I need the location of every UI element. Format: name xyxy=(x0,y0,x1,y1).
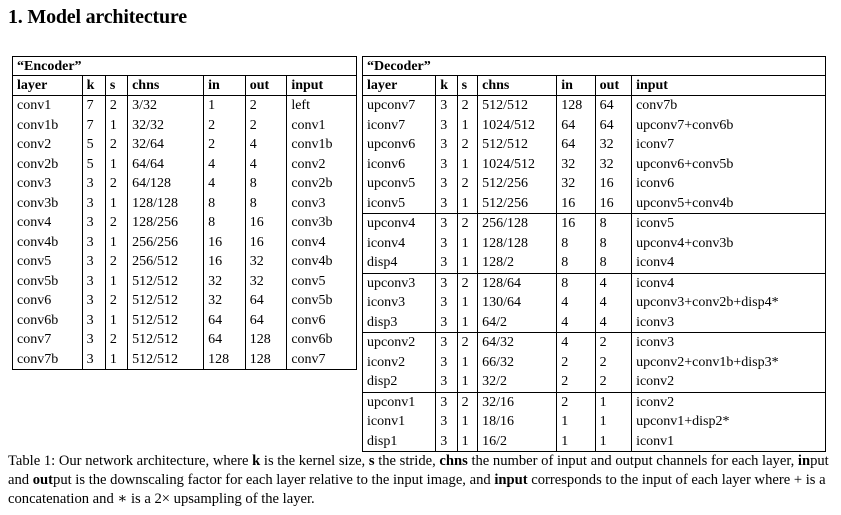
table-cell: 1 xyxy=(457,313,477,333)
table-cell: 1 xyxy=(595,412,631,432)
table-cell: 2 xyxy=(457,333,477,353)
table-cell: iconv5 xyxy=(632,214,826,234)
caption-keyword: k xyxy=(252,453,261,469)
table-cell: 32/2 xyxy=(478,372,557,392)
table-cell: 4 xyxy=(595,313,631,333)
table-cell: 128/64 xyxy=(478,273,557,293)
table-cell: 3 xyxy=(436,412,457,432)
table-cell: 2 xyxy=(105,213,127,233)
table-cell: upconv6 xyxy=(363,135,436,155)
column-header: out xyxy=(245,76,287,96)
decoder-table xyxy=(362,56,826,452)
table-cell: 3 xyxy=(82,174,105,194)
table-cell: disp4 xyxy=(363,253,436,273)
column-header: out xyxy=(595,76,631,96)
table-row xyxy=(363,214,826,234)
table-cell: 3 xyxy=(436,333,457,353)
table-cell: disp1 xyxy=(363,432,436,452)
table-cell: 512/512 xyxy=(128,291,204,311)
table-row xyxy=(363,392,826,412)
table-cell: 1 xyxy=(457,116,477,136)
table-row xyxy=(363,333,826,353)
table-cell: 512/256 xyxy=(478,194,557,214)
table-row xyxy=(13,155,357,175)
table-cell: 8 xyxy=(557,273,595,293)
section-title: 1. Model architecture xyxy=(8,6,187,28)
table-cell: 1 xyxy=(204,96,246,116)
encoder-body xyxy=(13,96,357,370)
table-cell: 512/512 xyxy=(128,330,204,350)
table-cell: 1 xyxy=(457,372,477,392)
table-cell: conv6b xyxy=(13,311,83,331)
table-cell: 128/128 xyxy=(128,194,204,214)
caption-text: corresponds to the input of each layer where + is a concatenation and ∗ is a 2× upsampling of the layer. xyxy=(8,472,826,507)
table-row xyxy=(13,174,357,194)
table-cell: 2 xyxy=(457,214,477,234)
table-cell: upconv2 xyxy=(363,333,436,353)
table-cell: upconv6+conv5b xyxy=(632,155,826,175)
table-cell: 3 xyxy=(436,432,457,452)
table-caption xyxy=(8,452,834,509)
table-cell: 16 xyxy=(204,233,246,253)
table-cell: 3 xyxy=(436,96,457,116)
table-cell: 3 xyxy=(436,194,457,214)
table-cell: 8 xyxy=(204,194,246,214)
table-cell: 1 xyxy=(457,194,477,214)
table-cell: 3 xyxy=(436,135,457,155)
table-cell: iconv4 xyxy=(632,253,826,273)
table-cell: upconv2+conv1b+disp3* xyxy=(632,353,826,373)
table-cell: 16 xyxy=(557,194,595,214)
table-cell: 4 xyxy=(245,135,287,155)
table-row xyxy=(363,313,826,333)
table-cell: 3 xyxy=(436,392,457,412)
table-cell: 128 xyxy=(204,350,246,370)
table-cell: iconv6 xyxy=(632,174,826,194)
table-row xyxy=(13,135,357,155)
table-cell: 4 xyxy=(595,273,631,293)
table-cell: 32/32 xyxy=(128,116,204,136)
table-cell: 2 xyxy=(105,291,127,311)
table-cell: 8 xyxy=(595,214,631,234)
table-cell: conv6 xyxy=(13,291,83,311)
caption-text: Table 1: Our network architecture, where xyxy=(8,453,253,469)
table-row xyxy=(363,273,826,293)
table-cell: 128 xyxy=(557,96,595,116)
table-cell: 3 xyxy=(436,313,457,333)
column-header: layer xyxy=(13,76,83,96)
table-cell: 2 xyxy=(457,273,477,293)
caption-keyword: chns xyxy=(439,453,468,469)
table-cell: 2 xyxy=(595,372,631,392)
table-cell: upconv7+conv6b xyxy=(632,116,826,136)
table-cell: conv5 xyxy=(287,272,357,292)
table-cell: 32 xyxy=(557,174,595,194)
table-cell: upconv1 xyxy=(363,392,436,412)
table-cell: 1 xyxy=(105,233,127,253)
table-cell: 1 xyxy=(457,253,477,273)
table-cell: 512/512 xyxy=(478,96,557,116)
table-cell: 8 xyxy=(245,194,287,214)
caption-text: the number of input and output channels for each layer, xyxy=(467,453,798,469)
table-cell: 64 xyxy=(595,96,631,116)
table-cell: 8 xyxy=(204,213,246,233)
table-cell: conv4 xyxy=(287,233,357,253)
table-cell: 512/512 xyxy=(478,135,557,155)
table-cell: 2 xyxy=(245,96,287,116)
table-cell: 32 xyxy=(245,252,287,272)
table-cell: 64/2 xyxy=(478,313,557,333)
table-cell: conv3 xyxy=(287,194,357,214)
column-header: s xyxy=(457,76,477,96)
table-cell: 2 xyxy=(595,333,631,353)
table-cell: 3 xyxy=(436,234,457,254)
table-cell: 4 xyxy=(557,293,595,313)
table-cell: upconv3+conv2b+disp4* xyxy=(632,293,826,313)
table-cell: iconv7 xyxy=(363,116,436,136)
table-cell: 1 xyxy=(457,353,477,373)
table-cell: 2 xyxy=(557,392,595,412)
table-cell: 16 xyxy=(204,252,246,272)
table-cell: 64 xyxy=(595,116,631,136)
table-cell: 1 xyxy=(105,311,127,331)
table-cell: 3 xyxy=(436,214,457,234)
table-cell: 3 xyxy=(436,273,457,293)
table-cell: 2 xyxy=(204,135,246,155)
column-header: s xyxy=(105,76,127,96)
table-cell: conv4b xyxy=(287,252,357,272)
table-cell: 1 xyxy=(105,272,127,292)
table-cell: conv7b xyxy=(632,96,826,116)
table-cell: 3 xyxy=(82,291,105,311)
table-cell: iconv2 xyxy=(632,372,826,392)
table-row xyxy=(363,155,826,175)
table-cell: 1 xyxy=(595,432,631,452)
decoder-body xyxy=(363,96,826,452)
table-cell: conv4 xyxy=(13,213,83,233)
table-cell: 128/256 xyxy=(128,213,204,233)
table-cell: 3 xyxy=(436,293,457,313)
table-cell: conv7 xyxy=(287,350,357,370)
table-cell: 3 xyxy=(82,311,105,331)
table-cell: 8 xyxy=(245,174,287,194)
caption-text: put and xyxy=(8,453,829,488)
table-cell: 3 xyxy=(82,330,105,350)
table-cell: 2 xyxy=(105,330,127,350)
table-row xyxy=(13,291,357,311)
table-row xyxy=(13,233,357,253)
table-cell: iconv2 xyxy=(363,353,436,373)
table-cell: iconv7 xyxy=(632,135,826,155)
table-cell: conv1b xyxy=(287,135,357,155)
table-cell: 32 xyxy=(204,291,246,311)
column-header: input xyxy=(287,76,357,96)
table-cell: 1 xyxy=(105,116,127,136)
table-cell: 2 xyxy=(105,96,127,116)
table-cell: 64 xyxy=(557,116,595,136)
table-cell: conv6 xyxy=(287,311,357,331)
table-cell: disp3 xyxy=(363,313,436,333)
table-cell: conv1 xyxy=(13,96,83,116)
table-cell: 8 xyxy=(595,253,631,273)
table-cell: 256/256 xyxy=(128,233,204,253)
table-cell: upconv1+disp2* xyxy=(632,412,826,432)
table-cell: iconv5 xyxy=(363,194,436,214)
table-cell: 66/32 xyxy=(478,353,557,373)
table-cell: 16/2 xyxy=(478,432,557,452)
encoder-title: “Encoder” xyxy=(13,57,357,76)
table-cell: conv5b xyxy=(13,272,83,292)
table-cell: 4 xyxy=(557,333,595,353)
table-cell: 16 xyxy=(595,174,631,194)
table-cell: 1 xyxy=(105,350,127,370)
table-cell: 32 xyxy=(595,155,631,175)
column-header: in xyxy=(557,76,595,96)
table-cell: 3/32 xyxy=(128,96,204,116)
table-cell: 3 xyxy=(82,213,105,233)
table-row xyxy=(363,135,826,155)
table-row xyxy=(13,330,357,350)
table-cell: iconv3 xyxy=(632,333,826,353)
table-cell: 3 xyxy=(436,372,457,392)
table-cell: 5 xyxy=(82,155,105,175)
table-cell: 2 xyxy=(105,174,127,194)
table-cell: 512/512 xyxy=(128,350,204,370)
table-cell: conv3b xyxy=(13,194,83,214)
table-cell: iconv4 xyxy=(632,273,826,293)
table-row xyxy=(363,293,826,313)
table-cell: 4 xyxy=(595,293,631,313)
table-row xyxy=(363,116,826,136)
table-cell: conv4b xyxy=(13,233,83,253)
table-row xyxy=(13,213,357,233)
table-cell: 64 xyxy=(557,135,595,155)
table-cell: 4 xyxy=(245,155,287,175)
table-cell: 1024/512 xyxy=(478,116,557,136)
table-cell: 128 xyxy=(245,330,287,350)
table-cell: 3 xyxy=(82,233,105,253)
table-cell: 256/512 xyxy=(128,252,204,272)
table-cell: 3 xyxy=(436,155,457,175)
table-row xyxy=(13,311,357,331)
table-cell: conv7b xyxy=(13,350,83,370)
table-cell: 1 xyxy=(105,155,127,175)
column-header: in xyxy=(204,76,246,96)
table-row xyxy=(13,272,357,292)
table-cell: conv2 xyxy=(287,155,357,175)
table-row xyxy=(363,432,826,452)
table-cell: 1 xyxy=(105,194,127,214)
table-cell: iconv3 xyxy=(363,293,436,313)
table-cell: 8 xyxy=(557,253,595,273)
column-header: k xyxy=(82,76,105,96)
table-cell: 2 xyxy=(105,135,127,155)
table-cell: 2 xyxy=(457,392,477,412)
table-cell: 3 xyxy=(82,194,105,214)
table-cell: 130/64 xyxy=(478,293,557,313)
table-cell: conv2b xyxy=(287,174,357,194)
table-row xyxy=(363,253,826,273)
caption-text: put is the downscaling factor for each layer relative to the input image, and xyxy=(53,472,495,488)
table-cell: 4 xyxy=(557,313,595,333)
table-cell: iconv2 xyxy=(632,392,826,412)
table-cell: 16 xyxy=(557,214,595,234)
table-cell: 1 xyxy=(457,432,477,452)
table-cell: 32 xyxy=(204,272,246,292)
table-cell: conv1 xyxy=(287,116,357,136)
table-cell: 1024/512 xyxy=(478,155,557,175)
caption-keyword: input xyxy=(494,472,528,488)
column-header: chns xyxy=(128,76,204,96)
table-cell: iconv1 xyxy=(632,432,826,452)
table-row xyxy=(363,194,826,214)
table-cell: 16 xyxy=(245,233,287,253)
table-cell: 3 xyxy=(436,253,457,273)
table-cell: 1 xyxy=(557,412,595,432)
table-cell: 32 xyxy=(557,155,595,175)
table-row xyxy=(363,353,826,373)
table-cell: iconv3 xyxy=(632,313,826,333)
table-row xyxy=(13,252,357,272)
table-cell: 64 xyxy=(204,330,246,350)
table-cell: conv2 xyxy=(13,135,83,155)
table-cell: conv3 xyxy=(13,174,83,194)
table-cell: 32 xyxy=(595,135,631,155)
caption-text: the stride, xyxy=(374,453,440,469)
caption-text: is the kernel size, xyxy=(260,453,369,469)
table-cell: upconv4 xyxy=(363,214,436,234)
table-cell: upconv4+conv3b xyxy=(632,234,826,254)
table-cell: 64 xyxy=(204,311,246,331)
table-cell: 256/128 xyxy=(478,214,557,234)
table-cell: 32/16 xyxy=(478,392,557,412)
table-row xyxy=(13,194,357,214)
table-cell: 128/2 xyxy=(478,253,557,273)
column-header: layer xyxy=(363,76,436,96)
table-cell: 64 xyxy=(245,291,287,311)
table-cell: 2 xyxy=(245,116,287,136)
column-header: k xyxy=(436,76,457,96)
table-cell: 1 xyxy=(557,432,595,452)
table-cell: 8 xyxy=(557,234,595,254)
table-cell: 16 xyxy=(595,194,631,214)
table-cell: 1 xyxy=(457,293,477,313)
table-cell: left xyxy=(287,96,357,116)
table-cell: 3 xyxy=(82,350,105,370)
table-cell: 64 xyxy=(245,311,287,331)
table-cell: 2 xyxy=(557,372,595,392)
table-cell: conv2b xyxy=(13,155,83,175)
table-cell: 4 xyxy=(204,174,246,194)
table-cell: 512/512 xyxy=(128,311,204,331)
table-cell: iconv4 xyxy=(363,234,436,254)
table-cell: 2 xyxy=(204,116,246,136)
table-cell: 64/32 xyxy=(478,333,557,353)
decoder-title: “Decoder” xyxy=(363,57,826,76)
table-cell: conv5b xyxy=(287,291,357,311)
table-cell: conv6b xyxy=(287,330,357,350)
table-cell: 32/64 xyxy=(128,135,204,155)
table-row xyxy=(363,372,826,392)
table-cell: 3 xyxy=(436,174,457,194)
table-cell: iconv1 xyxy=(363,412,436,432)
caption-keyword: in xyxy=(797,453,811,469)
table-cell: 3 xyxy=(436,116,457,136)
table-cell: 7 xyxy=(82,116,105,136)
table-cell: upconv5+conv4b xyxy=(632,194,826,214)
table-cell: iconv6 xyxy=(363,155,436,175)
table-cell: 3 xyxy=(82,252,105,272)
encoder-table xyxy=(12,56,357,370)
table-cell: 512/512 xyxy=(128,272,204,292)
table-cell: 1 xyxy=(457,412,477,432)
table-cell: 18/16 xyxy=(478,412,557,432)
table-cell: conv3b xyxy=(287,213,357,233)
caption-keyword: out xyxy=(32,472,54,488)
table-cell: 2 xyxy=(557,353,595,373)
table-cell: conv5 xyxy=(13,252,83,272)
table-row xyxy=(363,234,826,254)
table-cell: 3 xyxy=(436,353,457,373)
table-cell: 8 xyxy=(595,234,631,254)
table-cell: upconv7 xyxy=(363,96,436,116)
table-cell: conv1b xyxy=(13,116,83,136)
table-cell: 5 xyxy=(82,135,105,155)
table-cell: 4 xyxy=(204,155,246,175)
table-cell: 2 xyxy=(457,135,477,155)
table-cell: 128/128 xyxy=(478,234,557,254)
table-cell: 128 xyxy=(245,350,287,370)
column-header: input xyxy=(632,76,826,96)
table-cell: upconv3 xyxy=(363,273,436,293)
table-row xyxy=(13,96,357,116)
table-cell: upconv5 xyxy=(363,174,436,194)
table-cell: 2 xyxy=(595,353,631,373)
table-row xyxy=(363,174,826,194)
column-header: chns xyxy=(478,76,557,96)
table-cell: 32 xyxy=(245,272,287,292)
table-cell: 512/256 xyxy=(478,174,557,194)
table-cell: disp2 xyxy=(363,372,436,392)
table-cell: 2 xyxy=(457,96,477,116)
table-cell: 64/128 xyxy=(128,174,204,194)
table-cell: 2 xyxy=(105,252,127,272)
table-cell: 1 xyxy=(457,234,477,254)
table-cell: 64/64 xyxy=(128,155,204,175)
table-cell: 16 xyxy=(245,213,287,233)
table-row xyxy=(13,350,357,370)
table-row xyxy=(363,96,826,116)
table-cell: 2 xyxy=(457,174,477,194)
table-cell: 1 xyxy=(457,155,477,175)
table-cell: conv7 xyxy=(13,330,83,350)
caption-keyword: s xyxy=(368,453,375,469)
table-cell: 1 xyxy=(595,392,631,412)
table-row xyxy=(363,412,826,432)
table-cell: 7 xyxy=(82,96,105,116)
table-row xyxy=(13,116,357,136)
table-cell: 3 xyxy=(82,272,105,292)
